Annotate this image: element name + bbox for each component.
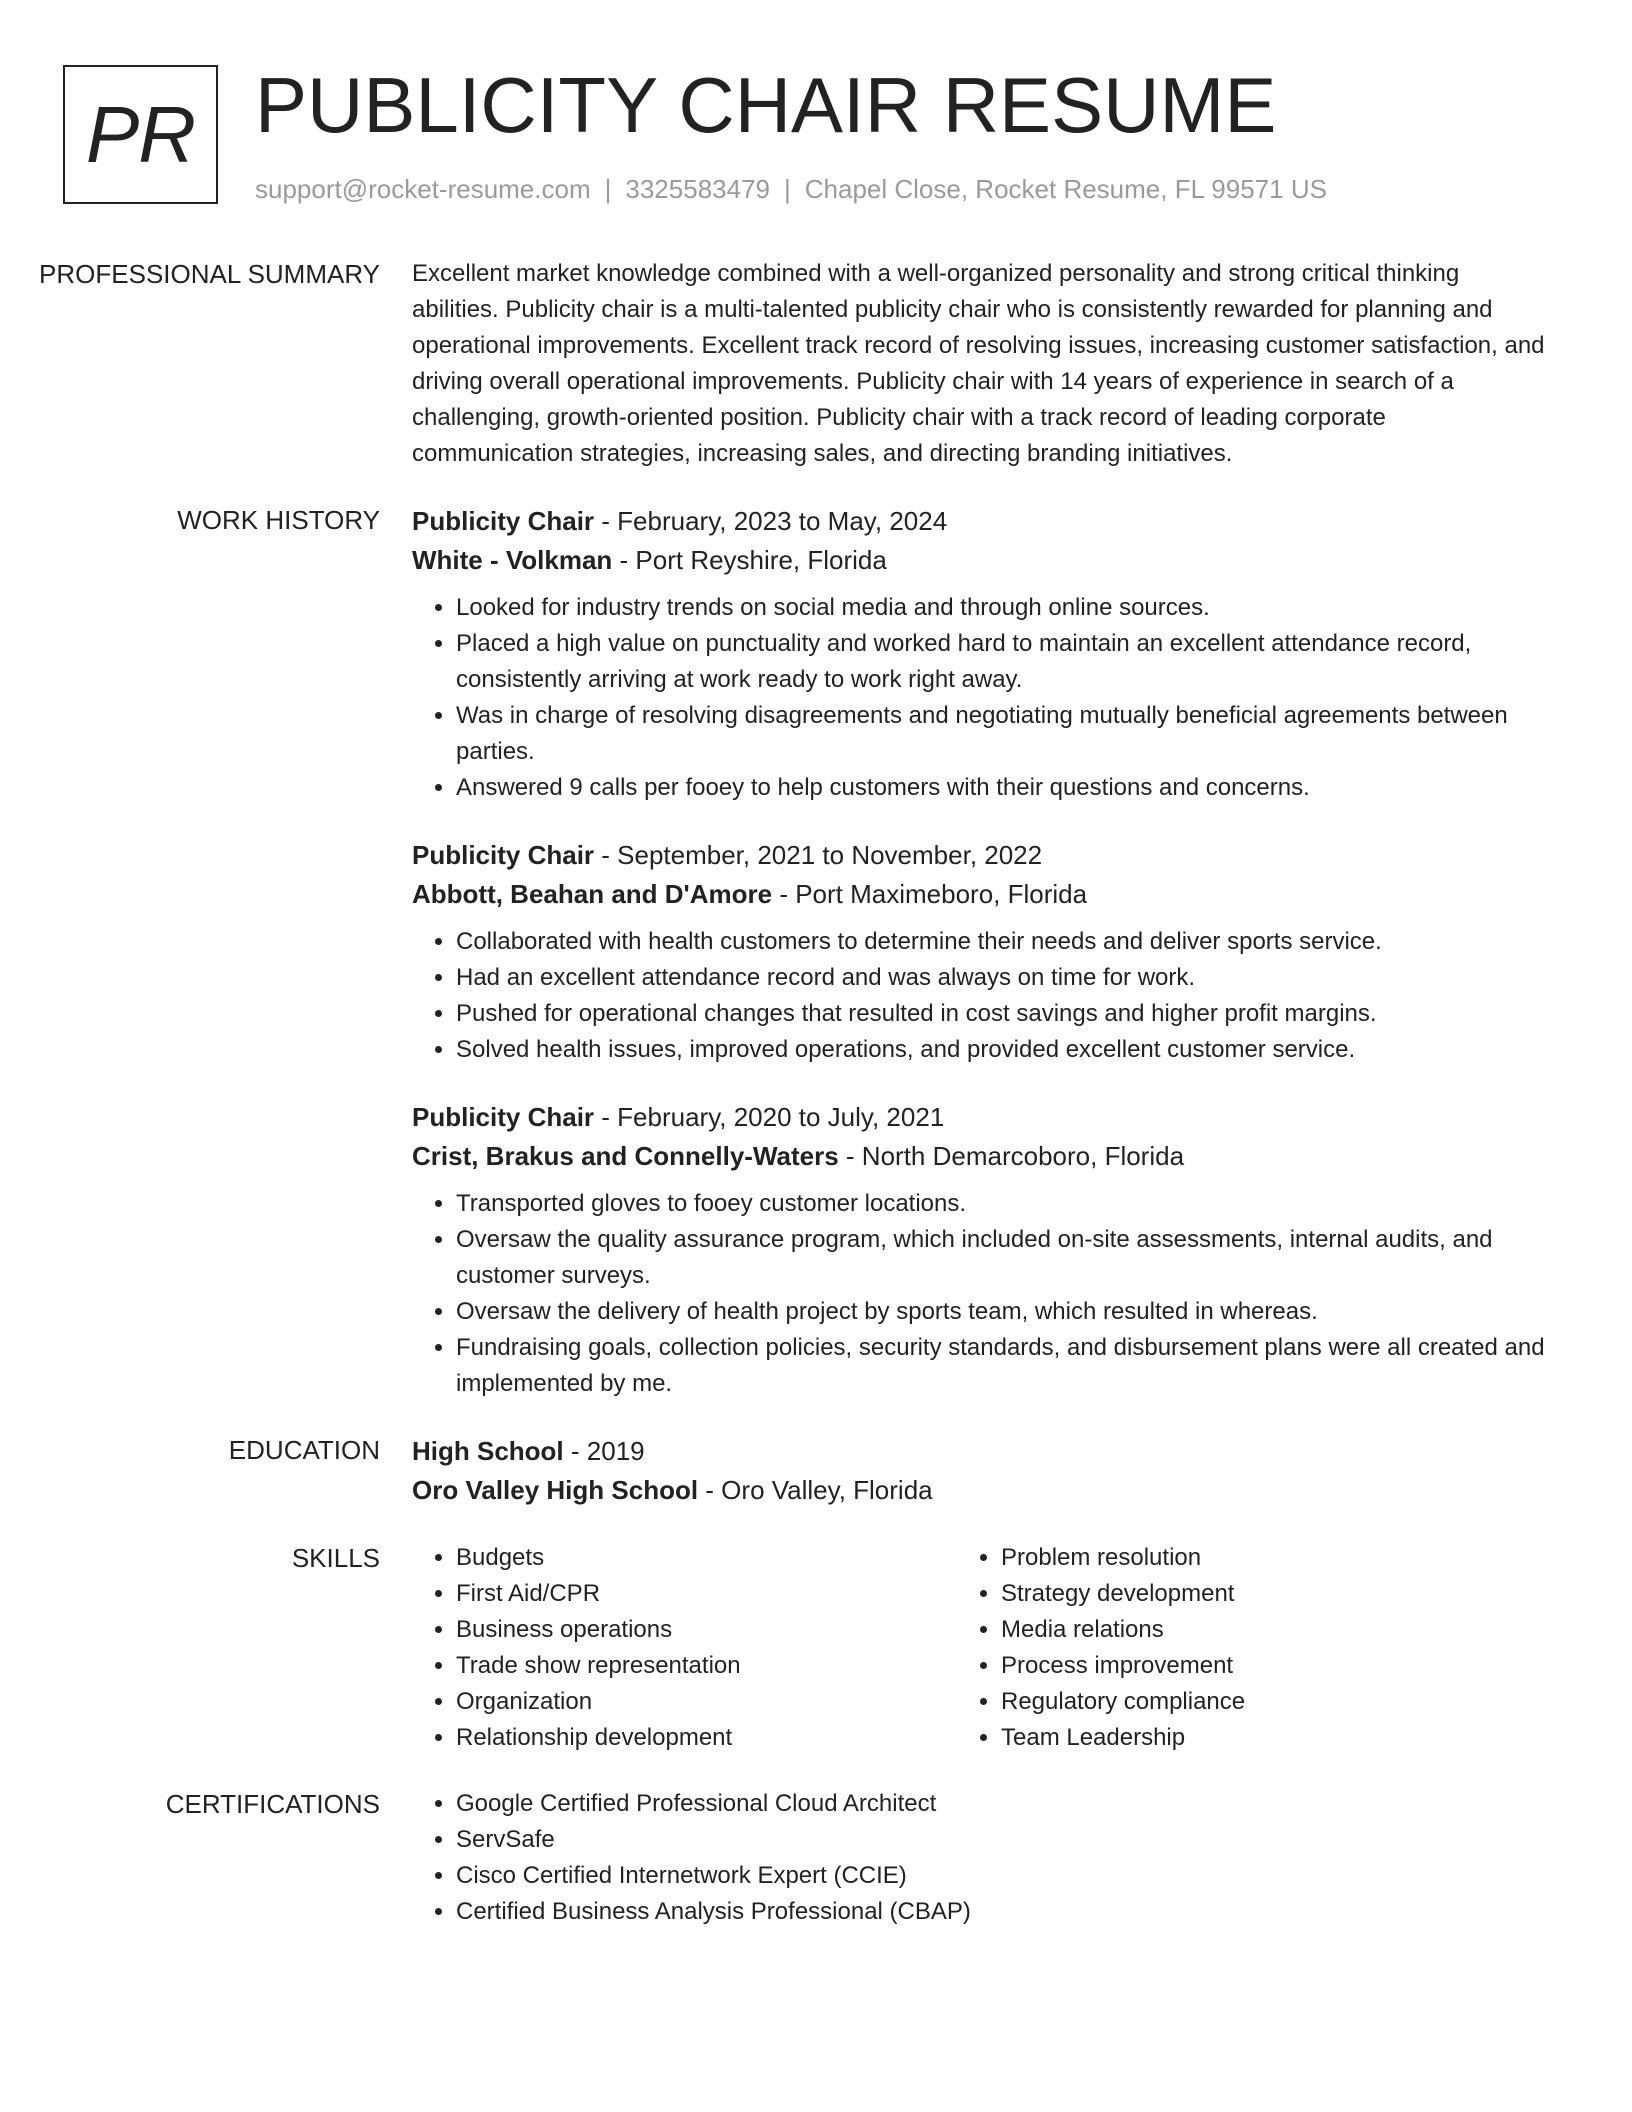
- certifications-list: [412, 1786, 1552, 1930]
- section-label: EDUCATION: [228, 1435, 380, 1465]
- job-dates: - February, 2023 to May, 2024: [594, 506, 948, 536]
- summary-section: [0, 256, 1632, 472]
- list-item: • Had an excellent attendance record and was always on time for work.: [456, 960, 1552, 996]
- skill-item: • Relationship development: [456, 1720, 957, 1756]
- work-history-section: [0, 502, 1632, 1402]
- job-dates: - February, 2020 to July, 2021: [594, 1102, 945, 1132]
- contact-email[interactable]: support@rocket-resume.com: [255, 174, 591, 204]
- monogram: PR: [63, 65, 218, 204]
- list-item: • Was in charge of resolving disagreements and negotiating mutually beneficial agreements between parties.: [456, 698, 1552, 770]
- job-bullets: [412, 590, 1552, 806]
- contact-separator: |: [604, 174, 612, 204]
- list-item: • Oversaw the delivery of health project by sports team, which resulted in whereas.: [456, 1294, 1552, 1330]
- skills-list-right: [957, 1540, 1502, 1756]
- education-degree: High School: [412, 1436, 564, 1466]
- job-title-line: [412, 502, 1552, 541]
- job-location: - North Demarcoboro, Florida: [838, 1141, 1185, 1171]
- job-entry: [412, 836, 1552, 1068]
- skill-item: • Strategy development: [1001, 1576, 1502, 1612]
- skill-item: • Problem resolution: [1001, 1540, 1502, 1576]
- skill-item: • Regulatory compliance: [1001, 1684, 1502, 1720]
- list-item: • Transported gloves to fooey customer locations.: [456, 1186, 1552, 1222]
- job-dates: - September, 2021 to November, 2022: [594, 840, 1043, 870]
- education-section: [0, 1432, 1632, 1510]
- certification-item: • Google Certified Professional Cloud Architect: [456, 1786, 1552, 1822]
- skills-section: [0, 1540, 1632, 1756]
- skill-item: • First Aid/CPR: [456, 1576, 957, 1612]
- job-company-line: [412, 541, 1552, 580]
- job-location: - Port Maximeboro, Florida: [772, 879, 1088, 909]
- skill-item: • Media relations: [1001, 1612, 1502, 1648]
- skill-item: • Organization: [456, 1684, 957, 1720]
- list-item: • Placed a high value on punctuality and worked hard to maintain an excellent attendance record, consistently arriving at work ready to work right away.: [456, 626, 1552, 698]
- list-item: • Fundraising goals, collection policies, security standards, and disbursement plans were all created and implemented by me.: [456, 1330, 1552, 1402]
- job-entry: [412, 502, 1552, 806]
- list-item: • Collaborated with health customers to determine their needs and deliver sports service.: [456, 924, 1552, 960]
- resume-header: [63, 61, 1563, 215]
- job-title: Publicity Chair: [412, 506, 595, 536]
- job-company: Crist, Brakus and Connelly-Waters: [412, 1141, 839, 1171]
- job-company-line: [412, 1137, 1552, 1176]
- list-item: • Oversaw the quality assurance program, which included on-site assessments, internal audits, and customer surveys.: [456, 1222, 1552, 1294]
- skill-item: • Trade show representation: [456, 1648, 957, 1684]
- job-entry: [412, 1098, 1552, 1402]
- resume-body: [0, 256, 1632, 1960]
- page-title: PUBLICITY CHAIR RESUME: [255, 61, 1277, 149]
- education-school: Oro Valley High School: [412, 1475, 699, 1505]
- skill-item: • Process improvement: [1001, 1648, 1502, 1684]
- list-item: • Solved health issues, improved operations, and provided excellent customer service.: [456, 1032, 1552, 1068]
- contact-separator: |: [784, 174, 791, 204]
- education-school-line: [412, 1471, 1552, 1510]
- contact-address: Chapel Close, Rocket Resume, FL 99571 US: [804, 174, 1327, 204]
- summary-text: Excellent market knowledge combined with a well-organized personality and strong critical thinking abilities. Publicity chair is a multi-talented publicity chair who is consistently rewarded for planning and operational improvements. Excellent track record of resolving issues, increasing customer satisfaction, and driving overall operational improvements. Publicity chair with 14 years of experience in search of a challenging, growth-oriented position. Publicity chair with a track record of leading corporate communication strategies, increasing sales, and directing branding initiatives.: [412, 260, 1545, 467]
- skill-item: • Team Leadership: [1001, 1720, 1502, 1756]
- job-title: Publicity Chair: [412, 1102, 595, 1132]
- contact-line: [255, 174, 1327, 205]
- certification-item: • ServSafe: [456, 1822, 1552, 1858]
- job-company: Abbott, Beahan and D'Amore: [412, 879, 773, 909]
- section-label: SKILLS: [291, 1543, 380, 1573]
- skills-columns: [412, 1540, 1552, 1756]
- certification-item: • Certified Business Analysis Professional (CBAP): [456, 1894, 1552, 1930]
- job-title-line: [412, 1098, 1552, 1137]
- contact-phone[interactable]: 3325583479: [625, 174, 770, 204]
- job-bullets: [412, 924, 1552, 1068]
- section-label: CERTIFICATIONS: [165, 1789, 380, 1819]
- certification-item: • Cisco Certified Internetwork Expert (CCIE): [456, 1858, 1552, 1894]
- job-title: Publicity Chair: [412, 840, 595, 870]
- job-company-line: [412, 875, 1552, 914]
- list-item: • Pushed for operational changes that resulted in cost savings and higher profit margins.: [456, 996, 1552, 1032]
- skills-list-left: [412, 1540, 957, 1756]
- education-year: - 2019: [563, 1436, 645, 1466]
- certifications-section: [0, 1786, 1632, 1930]
- job-bullets: [412, 1186, 1552, 1402]
- job-title-line: [412, 836, 1552, 875]
- education-location: - Oro Valley, Florida: [698, 1475, 933, 1505]
- list-item: • Answered 9 calls per fooey to help customers with their questions and concerns.: [456, 770, 1552, 806]
- skill-item: • Budgets: [456, 1540, 957, 1576]
- list-item: • Looked for industry trends on social media and through online sources.: [456, 590, 1552, 626]
- skill-item: • Business operations: [456, 1612, 957, 1648]
- education-degree-line: [412, 1432, 1552, 1471]
- section-label: WORK HISTORY: [177, 505, 380, 535]
- job-location: - Port Reyshire, Florida: [612, 545, 887, 575]
- job-company: White - Volkman: [412, 545, 613, 575]
- section-label: PROFESSIONAL SUMMARY: [39, 259, 380, 289]
